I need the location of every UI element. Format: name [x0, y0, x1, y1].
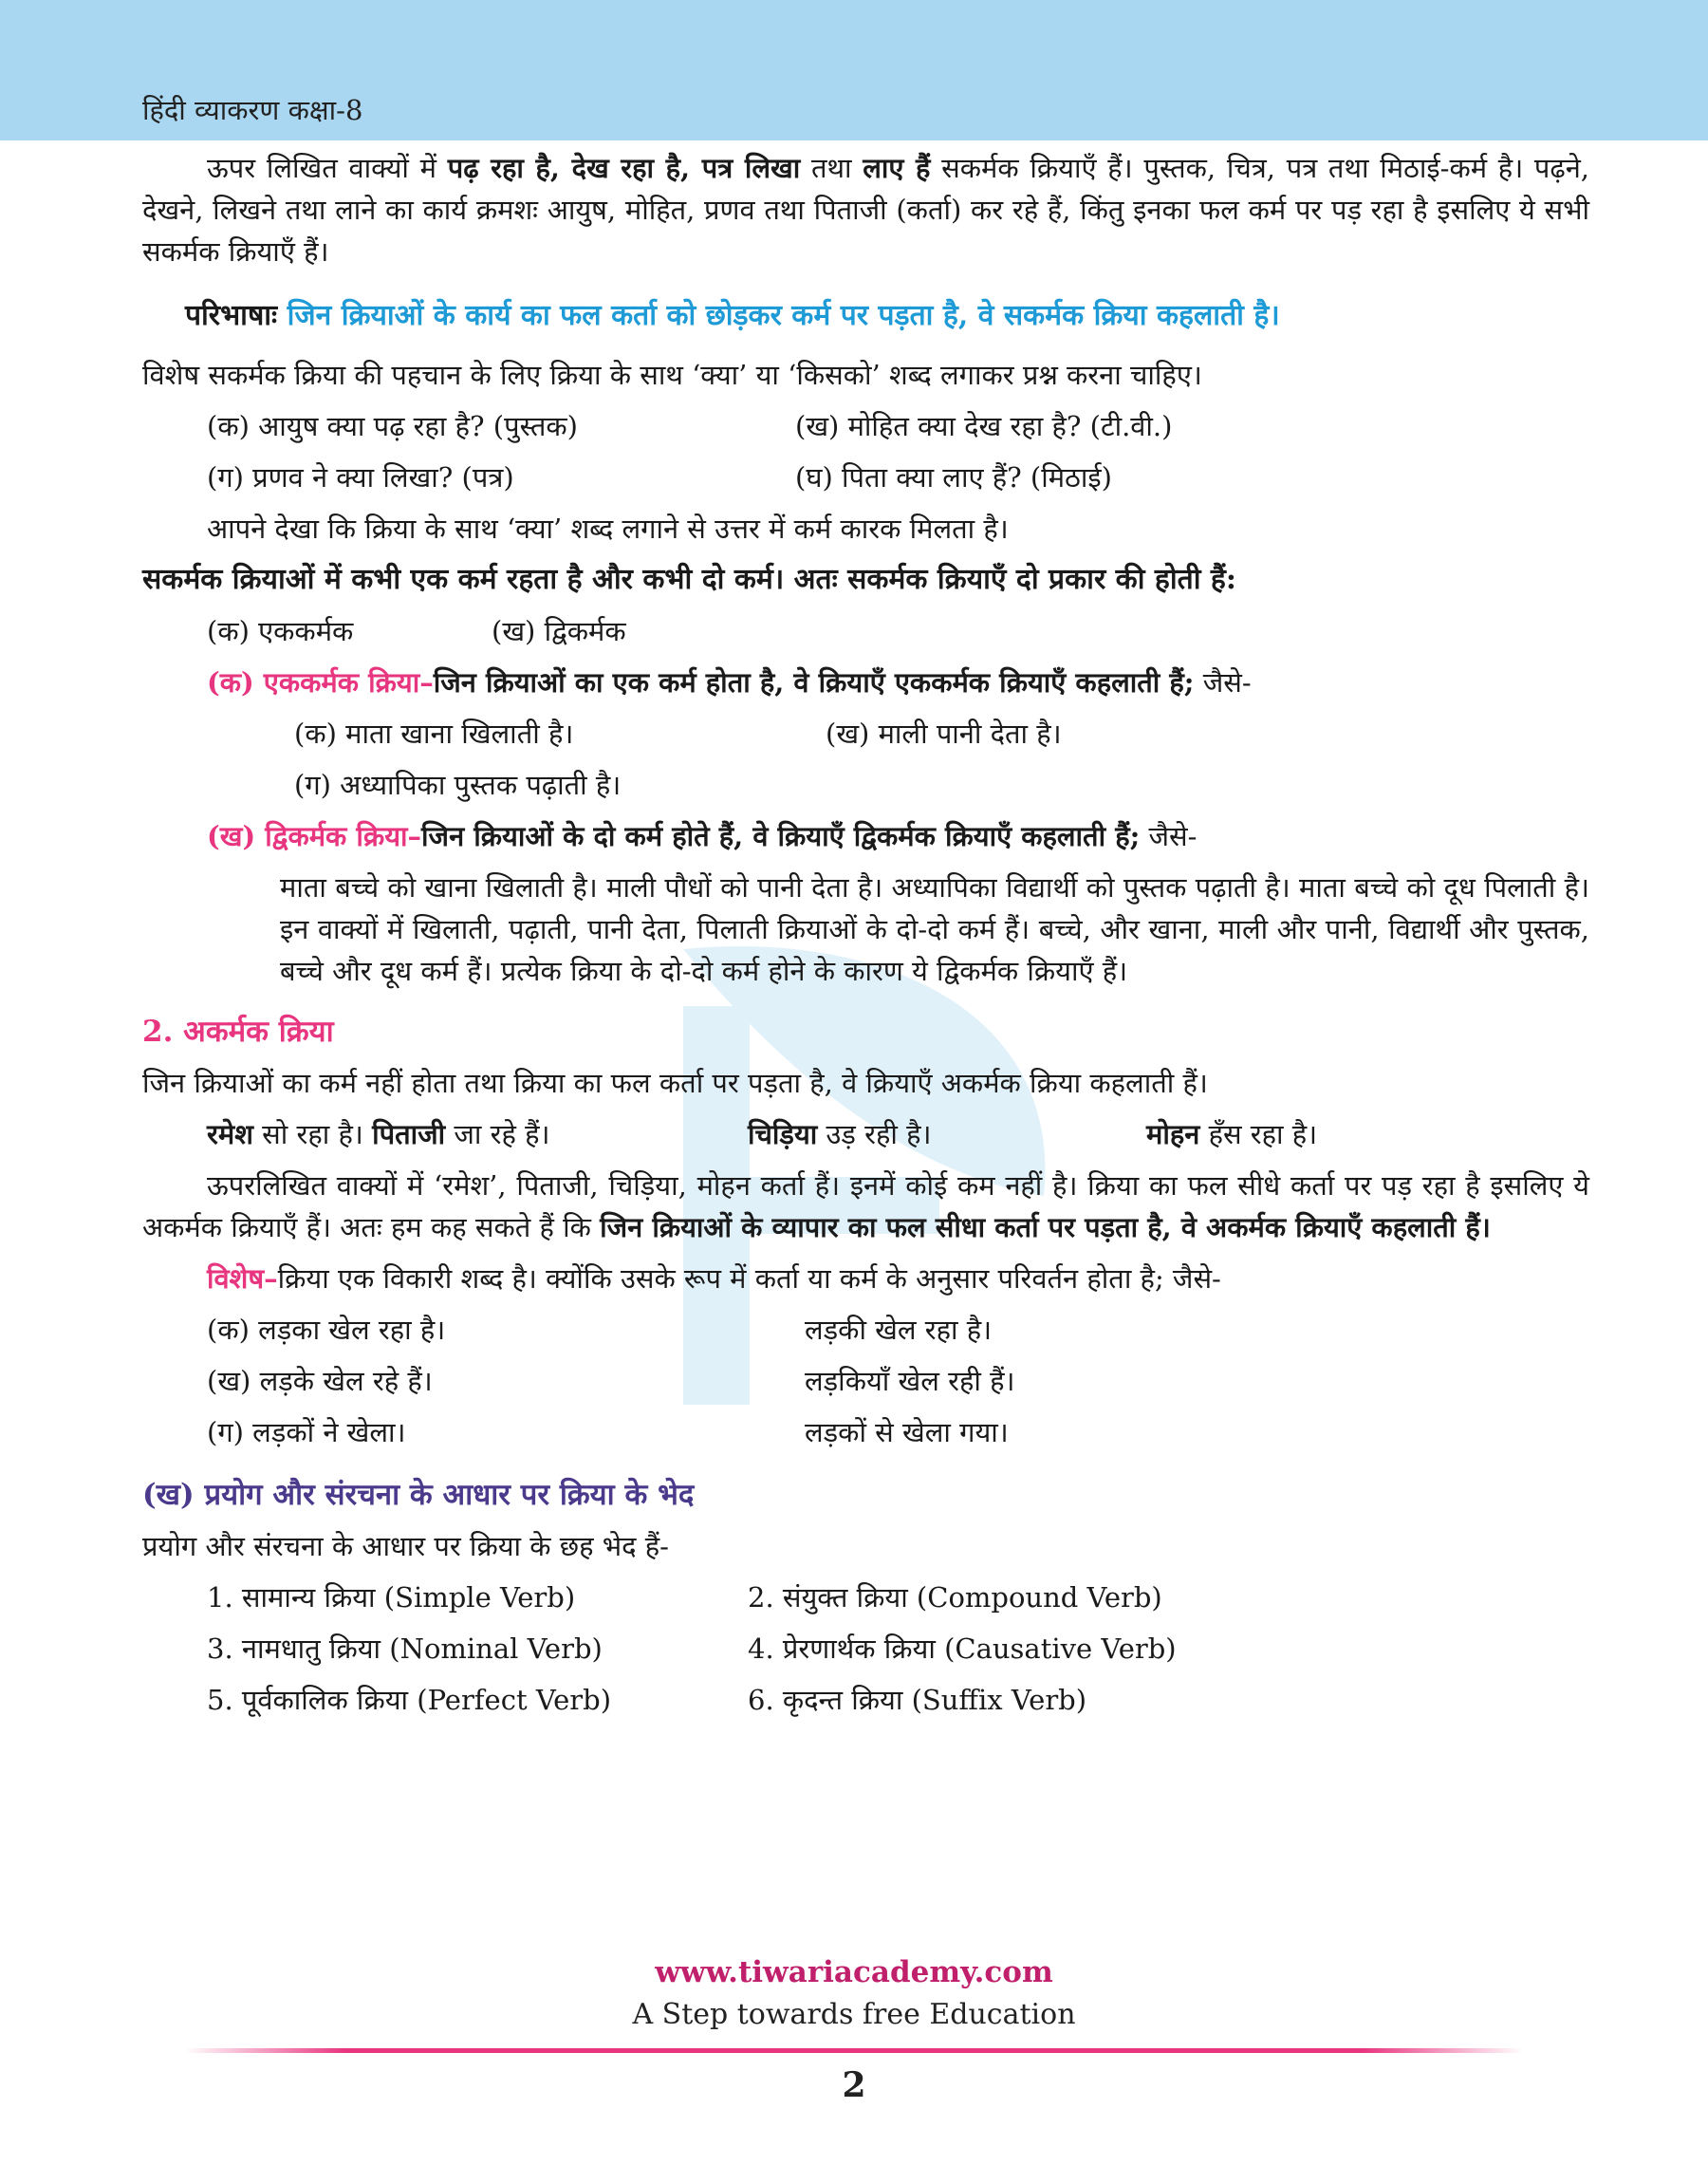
vishesh-label: विशेष–	[207, 1262, 278, 1295]
page-header-title: हिंदी व्याकरण कक्षा-8	[142, 94, 363, 126]
question-gha: (घ) पिता क्या लाए हैं? (मिठाई)	[795, 461, 1112, 494]
question-ka: (क) आयुष क्या पढ़ रहा है? (पुस्तक)	[207, 410, 578, 442]
vishesh-example-1-left: (क) लड़का खेल रहा है।	[207, 1314, 446, 1346]
footer-url: www.tiwariacademy.com	[655, 1955, 1053, 1989]
vishesh-row-1	[142, 1309, 1589, 1351]
akarmak-explain-text: ऊपरलिखित वाक्यों में ‘रमेश’, पिताजी, चिड़िया, मोहन कर्ता हैं। इनमें कोई कम नहीं है। क्रिया का फल सीधे कर्ता पर पड़ रहा है इसलिए ये अकर्मक क्रियाएँ हैं। अतः हम कह सकते हैं कि	[142, 1169, 1589, 1243]
akarmak-examples-12	[207, 1113, 748, 1155]
document-content	[142, 147, 1589, 1721]
footer-divider	[185, 2048, 1523, 2053]
prayog-row-1	[142, 1577, 1589, 1618]
question-ga: (ग) प्रणव ने क्या लिखा? (पत्र)	[207, 461, 514, 494]
intro-text-c: तथा	[800, 152, 863, 184]
dwikarmak-def: जिन क्रियाओं के दो कर्म होते हैं, वे क्रियाएँ द्विकर्मक क्रियाएँ कहलाती हैं;	[421, 820, 1141, 852]
footer-tagline: A Step towards free Education	[632, 1998, 1076, 2031]
akarmak-examples-row	[142, 1113, 1589, 1155]
akarmak-subject-mohan: मोहन	[1146, 1118, 1200, 1150]
question-row-1	[142, 405, 1589, 447]
akarmak-definition: जिन क्रियाओं का कर्म नहीं होता तथा क्रिया का फल कर्ता पर पड़ता है, वे क्रियाएँ अकर्मक क्रिया कहलाती हैं।	[142, 1067, 1208, 1099]
dwikarmak-suffix: जैसे-	[1140, 820, 1197, 852]
intro-text-e: सकर्मक क्रियाएँ हैं। पुस्तक, चित्र, पत्र तथा मिठाई-कर्म है। पढ़ने, देखने, लिखने तथा लाने का कार्य क्रमशः आयुष, मोहित, प्रणव तथा पिताजी (कर्ता) कर रहे हैं, किंतु इनका फल कर्म पर पड़ रहा है इसलिए ये सभी सकर्मक क्रियाएँ हैं।	[142, 152, 1590, 268]
akarmak-example-4: हँस रहा है।	[1199, 1118, 1318, 1150]
type-ekakarmak: (क) एककर्मक	[207, 615, 354, 647]
observation-text: आपने देखा कि क्रिया के साथ ‘क्या’ शब्द लगाने से उत्तर में कर्म कारक मिलता है।	[207, 513, 1009, 545]
prayog-item-4: 4. प्रेरणार्थक क्रिया (Causative Verb)	[748, 1633, 1177, 1665]
types-row	[142, 610, 1589, 652]
ekakarmak-label: (क) एककर्मक क्रिया–	[207, 666, 434, 699]
definition-text: जिन क्रियाओं के कार्य का फल कर्ता को छोड़कर कर्म पर पड़ता है, वे सकर्मक क्रिया कहलाती है।	[287, 299, 1280, 332]
vishesh-example-3-left: (ग) लड़कों ने खेला।	[207, 1416, 406, 1448]
akarmak-example-2: जा रहे हैं।	[445, 1118, 550, 1150]
prayog-row-3	[142, 1679, 1589, 1721]
akarmak-subject-ramesh: रमेश	[207, 1118, 253, 1150]
definition-label: परिभाषाः	[185, 299, 278, 332]
intro-text-a: ऊपर लिखित वाक्यों में	[207, 152, 448, 184]
ekakarmak-examples-row	[142, 713, 1589, 755]
akarmak-example-3: उड़ रही है।	[817, 1118, 932, 1150]
vishesh-row-3	[142, 1411, 1589, 1453]
prayog-item-5: 5. पूर्वकालिक क्रिया (Perfect Verb)	[207, 1684, 612, 1716]
prayog-item-6: 6. कृदन्त क्रिया (Suffix Verb)	[748, 1684, 1087, 1716]
dwikarmak-definition	[142, 815, 1589, 857]
ekakarmak-def: जिन क्रियाओं का एक कर्म होता है, वे क्रियाएँ एककर्मक क्रियाएँ कहलाती हैं;	[433, 666, 1195, 699]
akarmak-example-4-wrap	[1146, 1113, 1317, 1155]
prayog-heading: (ख) प्रयोग और संरचना के आधार पर क्रिया के भेद	[142, 1478, 695, 1512]
vishesh-row-2	[142, 1360, 1589, 1402]
prayog-row-2	[142, 1628, 1589, 1670]
types-intro: सकर्मक क्रियाओं में कभी एक कर्म रहता है और कभी दो कर्म। अतः सकर्मक क्रियाएँ दो प्रकार की होती हैं:	[142, 563, 1236, 596]
akarmak-example-3-wrap	[748, 1113, 1146, 1155]
akarmak-subject-pitaji: पिताजी	[372, 1118, 446, 1150]
vishesh-example-3-right: लड़कों से खेला गया।	[805, 1416, 1009, 1448]
question-kha: (ख) मोहित क्या देख रहा है? (टी.वी.)	[795, 410, 1173, 442]
akarmak-subject-chidiya: चिड़िया	[748, 1118, 818, 1150]
intro-paragraph	[142, 147, 1589, 272]
akarmak-heading: 2. अकर्मक क्रिया	[142, 1015, 334, 1049]
akarmak-example-1: सो रहा है।	[252, 1118, 363, 1150]
vishesh-line	[142, 1258, 1589, 1299]
vishesh-text: क्रिया एक विकारी शब्द है। क्योंकि उसके रूप में कर्ता या कर्म के अनुसार परिवर्तन होता है; जैसे-	[277, 1262, 1221, 1295]
intro-bold-laaye: लाए हैं	[863, 152, 931, 184]
page-number: 2	[842, 2065, 866, 2105]
definition-line	[142, 295, 1589, 337]
ekakarmak-suffix: जैसे-	[1194, 666, 1252, 699]
dwikarmak-paragraph: माता बच्चे को खाना खिलाती है। माली पौधों को पानी देता है। अध्यापिका विद्यार्थी को पुस्तक पढ़ाती है। माता बच्चे को दूध पिलाती है। इन वाक्यों में खिलाती, पढ़ाती, पानी देता, पिलाती क्रियाओं के दो-दो कर्म हैं। बच्चे, और खाना, माली और पानी, विद्यार्थी और पुस्तक, बच्चे और दूध कर्म हैं। प्रत्येक क्रिया के दो-दो कर्म होने के कारण ये द्विकर्मक क्रियाएँ हैं।	[280, 871, 1589, 987]
intro-bold-verbs: पढ़ रहा है, देख रहा है, पत्र लिखा	[447, 152, 801, 184]
akarmak-conclusion: जिन क्रियाओं के व्यापार का फल सीधा कर्ता पर पड़ता है, वे अकर्मक क्रियाएँ कहलाती हैं।	[600, 1211, 1491, 1243]
vishesh-example-2-left: (ख) लड़के खेल रहे हैं।	[207, 1365, 433, 1397]
vishesh-example-1-right: लड़की खेल रहा है।	[805, 1314, 993, 1346]
type-dwikarmak: (ख) द्विकर्मक	[492, 615, 626, 647]
prayog-intro: प्रयोग और संरचना के आधार पर क्रिया के छह भेद हैं-	[142, 1530, 669, 1562]
ekakarmak-definition	[142, 662, 1589, 703]
ekakarmak-example-3: (ग) अध्यापिका पुस्तक पढ़ाती है।	[294, 769, 622, 801]
question-row-2	[142, 457, 1589, 498]
special-note: विशेष सकर्मक क्रिया की पहचान के लिए क्रिया के साथ ‘क्या’ या ‘किसको’ शब्द लगाकर प्रश्न करना चाहिए।	[142, 359, 1202, 391]
prayog-item-2: 2. संयुक्त क्रिया (Compound Verb)	[748, 1581, 1162, 1614]
ekakarmak-example-2: (ख) माली पानी देता है।	[826, 718, 1062, 750]
ekakarmak-example-1: (क) माता खाना खिलाती है।	[294, 718, 574, 750]
akarmak-explanation	[142, 1165, 1589, 1248]
dwikarmak-label: (ख) द्विकर्मक क्रिया–	[207, 820, 422, 852]
prayog-item-3: 3. नामधातु क्रिया (Nominal Verb)	[207, 1633, 603, 1665]
prayog-item-1: 1. सामान्य क्रिया (Simple Verb)	[207, 1581, 576, 1614]
vishesh-example-2-right: लड़कियाँ खेल रही हैं।	[805, 1365, 1015, 1397]
